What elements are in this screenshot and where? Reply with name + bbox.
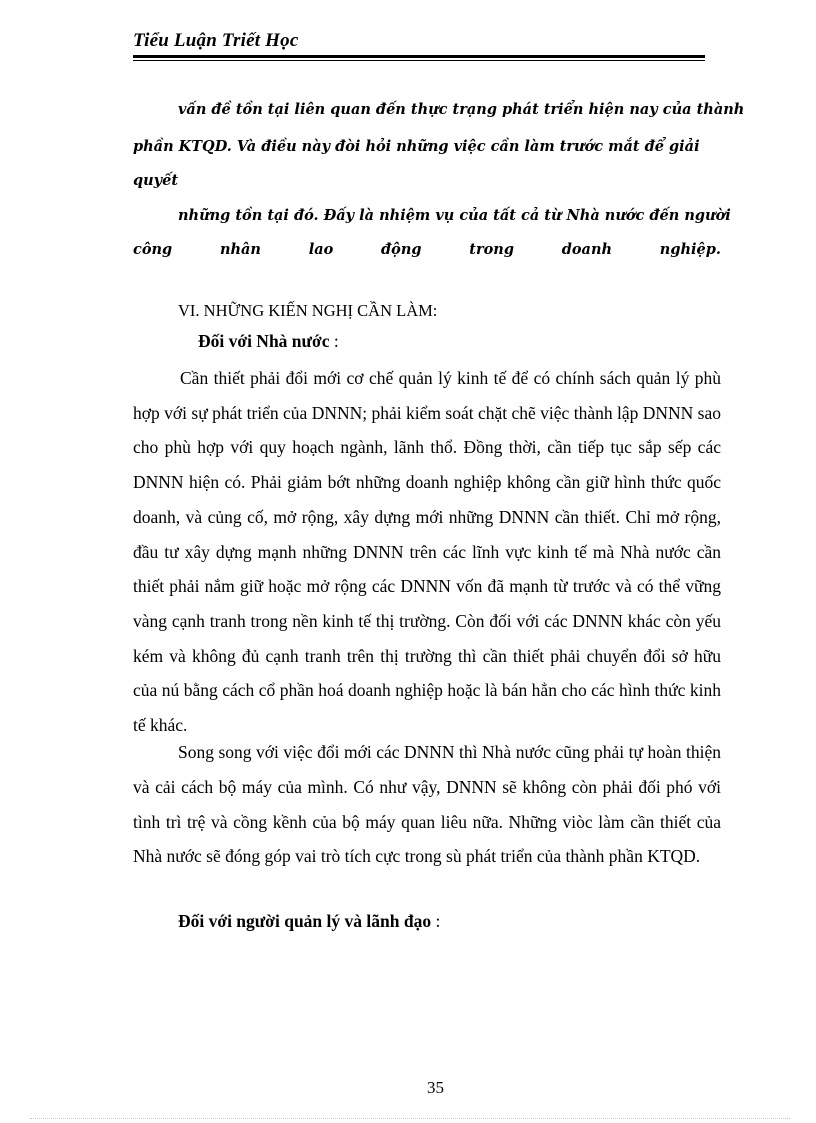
intro-word: công: [133, 241, 173, 258]
intro-word: doanh: [561, 241, 613, 258]
subheading-managers-colon: :: [431, 911, 441, 931]
intro-line-4: những tồn tại đó. Đấy là nhiệm vụ của tất cả từ Nhà nước đến người: [178, 207, 731, 224]
paragraph-state-policy: Cần thiết phải đổi mới cơ chế quản lý kinh tế để có chính sách quản lý phù hợp với sự phát triển của DNNN; phải kiểm soát chặt chẽ việc thành lập DNNN sao cho phù hợp với quy hoạch ngành, lãnh thổ. Đồng thời, cần tiếp tục sắp sếp các DNNN hiện có. Phải giảm bớt những doanh nghiệp không cần giữ hình thức quốc doanh, và củng cố, mở rộng, xây dựng mới những DNNN cần thiết. Chỉ mở rộng, đầu tư xây dựng mạnh những DNNN trên các lĩnh vực kinh tế mà Nhà nước cần thiết phải nắm giữ hoặc mở rộng các DNNN vốn đã mạnh từ trước và có thể vững vàng cạnh tranh trong nền kinh tế thị trường. Còn đối với các DNNN khác còn yếu kém và không đủ cạnh tranh trên thị trường thì cần thiết phải chuyển đổi sở hữu của nú bằng cách cổ phần hoá doanh nghiệp hoặc là bán hẳn cho các hình thức kinh tế khác.: [133, 368, 721, 736]
subheading-state: [198, 331, 339, 352]
subheading-state-bold: Đối với Nhà nước: [198, 331, 330, 351]
subheading-state-colon: :: [329, 331, 339, 351]
header-title: Tiểu Luận Triết Học: [133, 30, 299, 51]
intro-line-5: [133, 241, 721, 258]
subheading-managers-bold: Đối với người quản lý và lãnh đạo: [178, 911, 432, 931]
page-number: 35: [427, 1078, 444, 1097]
intro-word: nghiệp.: [659, 241, 721, 258]
intro-word: nhân: [219, 241, 261, 258]
footer-divider: [30, 1118, 790, 1119]
subheading-managers: [178, 911, 440, 932]
intro-line-1: vấn đề tồn tại liên quan đến thực trạng phát triển hiện nay của thành: [178, 101, 745, 118]
intro-word: trong: [469, 241, 514, 258]
intro-word: động: [381, 241, 422, 258]
header-rule-thin: [133, 60, 705, 61]
section-heading: VI. NHỮNG KIẾN NGHỊ CẦN LÀM:: [178, 301, 438, 320]
intro-line-2: phần KTQD. Và điều này đòi hỏi những việc cần làm trước mắt để giải: [133, 138, 700, 155]
header-rule-thick: [133, 55, 705, 58]
intro-line-3: quyết: [133, 172, 179, 189]
intro-word: lao: [308, 241, 334, 258]
paragraph-state-reform: Song song với việc đổi mới các DNNN thì Nhà nước cũng phải tự hoàn thiện và cải cách bộ máy của mình. Có như vậy, DNNN sẽ không còn phải đối phó với tình trì trệ và cồng kềnh của bộ máy quan liêu nữa. Những viòc làm cần thiết của Nhà nước sẽ đóng góp vai trò tích cực trong sù phát triển của thành phần KTQD.: [133, 742, 721, 867]
